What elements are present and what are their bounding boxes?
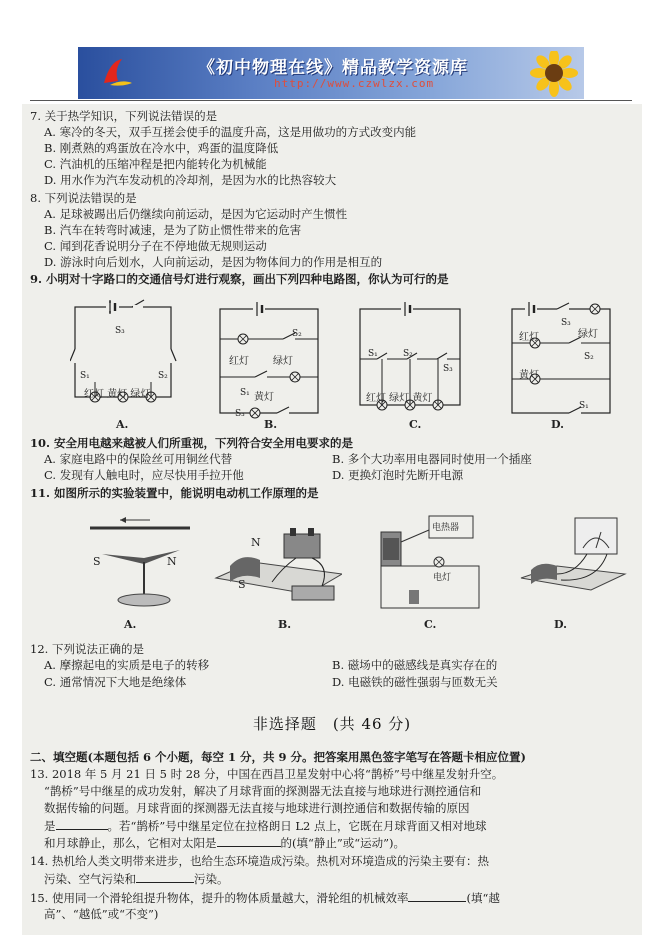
sunflower-icon: [528, 51, 580, 97]
q8-stem: 8. 下列说法错误的是: [30, 191, 137, 205]
q14-line-2: [44, 871, 229, 886]
q9b-s2: S₂: [292, 329, 302, 339]
q13-text-5a: 和月球静止，那么，它相对太阳是: [44, 836, 217, 850]
section-heading: 非选择题 (共 46 分): [252, 715, 412, 733]
q10-option-d: D. 更换灯泡时先断开电源: [332, 468, 464, 482]
q13-line-5: [44, 835, 405, 850]
q13-blank-1[interactable]: [56, 818, 108, 830]
q13-line-1: 13. 2018 年 5 月 21 日 5 时 28 分，中国在西昌卫星发射中心将“鹊桥”号中继星发射升空。: [30, 767, 504, 781]
q7-stem: 7. 关于热学知识，下列说法错误的是: [30, 109, 218, 123]
q9d-s2: S₂: [584, 352, 594, 362]
q9d-label: D.: [551, 418, 564, 431]
q10-option-b: B. 多个大功率用电器同时使用一个插座: [332, 452, 532, 466]
q10-option-c: C. 发现有人触电时，应尽快用手拉开他: [44, 468, 244, 482]
q8-option-d: D. 游泳时向后划水，人向前运动，是因为物体间力的作用是相互的: [44, 255, 383, 269]
q13-text-5b: 的(填“静止”或“运动”)。: [280, 836, 405, 850]
header-url: http://www.czwlzx.com: [274, 77, 435, 90]
q9d-red: 红灯: [519, 332, 539, 343]
q11-figure-d: [517, 514, 627, 614]
logo-icon: [96, 53, 136, 93]
q13-line-4: [44, 818, 487, 833]
exam-page: [22, 104, 642, 935]
q9a-s3: S₃: [115, 326, 125, 336]
q9-stem: 9. 小明对十字路口的交通信号灯进行观察，画出下列四种电路图，你认为可行的是: [30, 272, 449, 286]
q9a-s1: S₁: [80, 371, 90, 381]
q11a-label: A.: [124, 618, 137, 631]
q11d-label: D.: [554, 618, 567, 631]
q9d-green: 绿灯: [578, 329, 598, 340]
q13-text-4b: 。若“鹊桥”号中继星定位在拉格朗日 L2 点上，它既在月球背面又相对地球: [107, 819, 487, 833]
q12-option-b: B. 磁场中的磁感线是真实存在的: [332, 658, 498, 672]
q12-option-d: D. 电磁铁的磁性强弱与匝数无关: [332, 675, 498, 689]
q11-figure-b: [212, 512, 342, 616]
q11-stem: 11. 如图所示的实验装置中，能说明电动机工作原理的是: [30, 486, 319, 500]
q11b-label: B.: [278, 618, 292, 631]
q9b-green: 绿灯: [273, 356, 293, 367]
header-divider: [30, 100, 632, 101]
q13-blank-2[interactable]: [217, 835, 281, 847]
q12-option-a: A. 摩擦起电的实质是电子的转移: [44, 658, 210, 672]
q9c-label: C.: [409, 418, 422, 431]
q15-blank-1[interactable]: [408, 890, 466, 902]
q7-option-a: A. 寒冷的冬天，双手互搓会使手的温度升高，这是用做功的方式改变内能: [44, 125, 417, 139]
q9d-s3: S₃: [561, 318, 571, 328]
q14-text-2b: 污染。: [194, 872, 229, 886]
q9c-lamps: 红灯 绿灯 黄灯: [366, 393, 433, 404]
q9b-s3: S₃: [235, 409, 245, 419]
q15-text-1a: 15. 使用同一个滑轮组提升物体，提升的物体质量越大，滑轮组的机械效率: [30, 891, 409, 905]
q9a-s2: S₂: [158, 371, 168, 381]
q9d-yellow: 黄灯: [519, 370, 539, 381]
q7-option-b: B. 刚煮熟的鸡蛋放在冷水中，鸡蛋的温度降低: [44, 141, 279, 155]
q13-line-3: 数据传输的问题。月球背面的探测器无法直接与地球进行测控通信和数据传输的原因: [44, 801, 470, 815]
q14-line-1: 14. 热机给人类文明带来进步，也给生态环境造成污染。热机对环境造成的污染主要有：热: [30, 854, 489, 868]
q11b-n: N: [251, 536, 261, 549]
header-banner: [78, 47, 584, 99]
q9b-red: 红灯: [229, 356, 249, 367]
q11c-label: C.: [424, 618, 437, 631]
q15-line-2: 高”、“越低”或“不变”): [44, 907, 159, 921]
q9a-lamps: 红灯 黄灯 绿灯: [84, 389, 151, 400]
q8-option-b: B. 汽车在转弯时减速，是为了防止惯性带来的危害: [44, 223, 302, 237]
q14-text-2a: 污染、空气污染和: [44, 872, 136, 886]
q8-option-c: C. 闻到花香说明分子在不停地做无规则运动: [44, 239, 267, 253]
q11a-s: S: [93, 555, 101, 568]
q9b-label: B.: [264, 418, 278, 431]
q9b-yellow: 黄灯: [254, 392, 274, 403]
q13-line-2: “鹊桥”号中继星的成功发射，解决了月球背面的探测器无法直接与地球进行测控通信和: [44, 784, 482, 798]
header-title: 《初中物理在线》精品教学资源库: [198, 58, 468, 78]
q11a-n: N: [167, 555, 177, 568]
q9c-s2: S₂: [403, 349, 413, 359]
q12-stem: 12. 下列说法正确的是: [30, 642, 144, 656]
part2-title: 二、填空题(本题包括 6 个小题，每空 1 分，共 9 分。把答案用黑色签字笔写在答题卡相应位置): [30, 750, 526, 764]
q15-text-1b: (填“越: [466, 891, 500, 905]
q15-line-1: [30, 890, 500, 905]
q8-option-a: A. 足球被踢出后仍继续向前运动，是因为它运动时产生惯性: [44, 207, 348, 221]
q10-option-a: A. 家庭电路中的保险丝可用铜丝代替: [44, 452, 233, 466]
q14-blank-1[interactable]: [136, 871, 194, 883]
q11b-s: S: [238, 578, 246, 591]
q9b-s1: S₁: [240, 388, 250, 398]
q13-text-4a: 是: [44, 819, 56, 833]
q9c-s1: S₁: [368, 349, 378, 359]
q7-option-d: D. 用水作为汽车发动机的冷却剂，是因为水的比热容较大: [44, 173, 337, 187]
q9d-s1: S₁: [579, 401, 589, 411]
q11c-device: 电热器: [432, 523, 460, 533]
q7-option-c: C. 汽油机的压缩冲程是把内能转化为机械能: [44, 157, 267, 171]
q9a-label: A.: [116, 418, 129, 431]
q10-stem: 10. 安全用电越来越被人们所重视，下列符合安全用电要求的是: [30, 436, 354, 450]
q9-circuit-d: [507, 297, 617, 419]
q11c-lamp: 电灯: [433, 573, 452, 583]
q9c-s3: S₃: [443, 364, 453, 374]
q12-option-c: C. 通常情况下大地是绝缘体: [44, 675, 187, 689]
